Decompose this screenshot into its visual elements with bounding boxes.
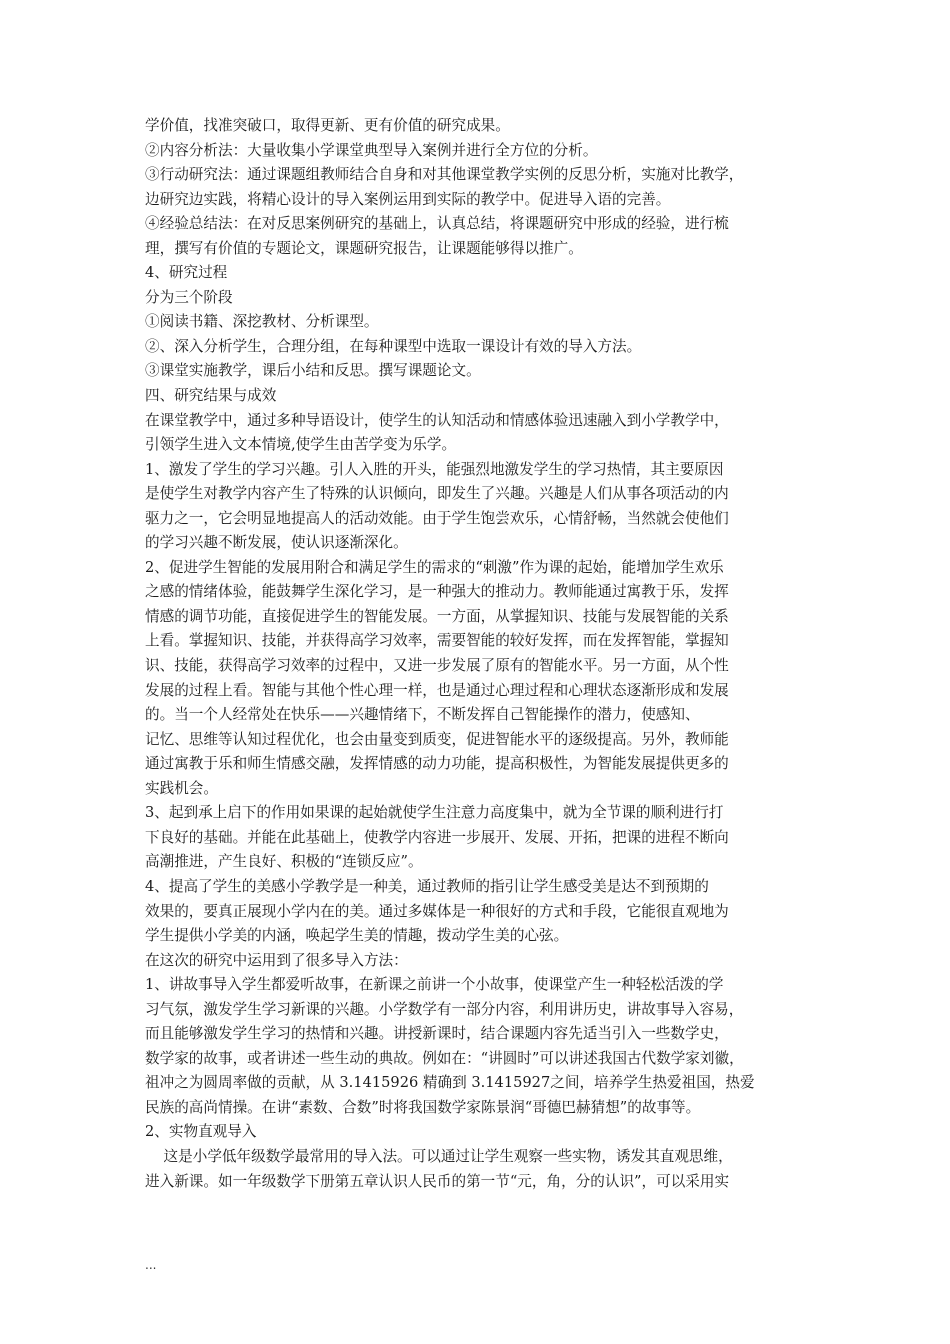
text-line: 驱力之一，它会明显地提高人的活动效能。由于学生饱尝欢乐，心情舒畅，当然就会使他们 xyxy=(145,509,729,527)
text-line: 学生提供小学美的内涵，唤起学生美的情趣，拨动学生美的心弦。 xyxy=(145,927,569,945)
text-line: 2、促进学生智能的发展用附合和满足学生的需求的“刺激”作为课的起始，能增加学生欢乐 xyxy=(145,558,724,576)
text-line: 是使学生对教学内容产生了特殊的认识倾向，即发生了兴趣。兴趣是人们从事各项活动的内 xyxy=(145,485,729,503)
text-line: 3、起到承上启下的作用如果课的起始就使学生注意力高度集中，就为全节课的顺利进行打 xyxy=(145,804,724,822)
text-line: 的学习兴趣不断发展，使认识逐渐深化。 xyxy=(145,534,408,552)
text-line: 理，撰写有价值的专题论文，课题研究报告，让课题能够得以推广。 xyxy=(145,239,583,257)
text-line: 1、讲故事导入学生都爱听故事，在新课之前讲一个小故事，使课堂产生一种轻松活泼的学 xyxy=(145,976,724,994)
text-line: 学价值，找准突破口，取得更新、更有价值的研究成果。 xyxy=(145,117,510,134)
text-line: 数学家的故事，或者讲述一些生动的典故。例如在：“讲圆时”可以讲述我国古代数学家刘徽， xyxy=(145,1049,744,1067)
text-line: 4、提高了学生的美感小学教学是一种美，通过教师的指引让学生感受美是达不到预期的 xyxy=(145,877,709,895)
text-line: 引领学生进入文本情境,使学生由苦学变为乐学。 xyxy=(145,436,457,454)
text-line: 进入新课。如一年级数学下册第五章认识人民币的第一节“元，角，分的认识”，可以采用实 xyxy=(145,1172,730,1190)
page-footer-ellipsis: ... xyxy=(145,1258,157,1272)
text-line: 的。当一个人经常处在快乐——兴趣情绪下，不断发挥自己智能操作的潜力，使感知、 xyxy=(145,706,700,724)
text-line: 在课堂教学中，通过多种导语设计，使学生的认知活动和情感体验迅速融入到小学教学中， xyxy=(145,411,729,429)
text-line: 边研究边实践，将精心设计的导入案例运用到实际的教学中。促进导入语的完善。 xyxy=(145,190,671,208)
text-line: 发展的过程上看。智能与其他个性心理一样，也是通过心理过程和心理状态逐渐形成和发展 xyxy=(145,681,729,699)
text-line: 效果的，要真正展现小学内在的美。通过多媒体是一种很好的方式和手段，它能很直观地为 xyxy=(145,902,729,920)
section-heading: 4、研究过程 xyxy=(145,264,228,282)
text-line: ④经验总结法：在对反思案例研究的基础上，认真总结，将课题研究中形成的经验，进行梳 xyxy=(145,215,729,233)
text-line: 记忆、思维等认知过程优化，也会由量变到质变，促进智能水平的逐级提高。另外，教师能 xyxy=(145,730,729,748)
text-line: 民族的高尚情操。在讲“素数、合数”时将我国数学家陈景润“哥德巴赫猜想”的故事等。 xyxy=(145,1098,701,1116)
section-heading: 2、实物直观导入 xyxy=(145,1123,257,1141)
document-body xyxy=(145,114,845,1194)
text-line: 情感的调节功能，直接促进学生的智能发展。一方面，从掌握知识、技能与发展智能的关系 xyxy=(145,607,729,625)
section-heading: 四、研究结果与成效 xyxy=(145,387,277,405)
text-line: 在这次的研究中运用到了很多导入方法： xyxy=(145,951,408,969)
text-line: 之感的情绪体验，能鼓舞学生深化学习，是一种强大的推动力。教师能通过寓教于乐，发挥 xyxy=(145,583,729,601)
text-line: 通过寓教于乐和师生情感交融，发挥情感的动力功能，提高积极性，为智能发展提供更多的 xyxy=(145,755,729,773)
text-line: 下良好的基础。并能在此基础上，使教学内容进一步展开、发展、开拓，把课的进程不断向 xyxy=(145,828,729,846)
text-line: 而且能够激发学生学习的热情和兴趣。讲授新课时，结合课题内容先适当引入一些数学史， xyxy=(145,1025,729,1043)
text-line: 上看。掌握知识、技能，并获得高学习效率，需要智能的较好发挥，而在发挥智能，掌握知 xyxy=(145,632,729,650)
text-line: 这是小学低年级数学最常用的导入法。可以通过让学生观察一些实物，诱发其直观思维， xyxy=(145,1147,733,1165)
text-line: ②内容分析法：大量收集小学课堂典型导入案例并进行全方位的分析。 xyxy=(145,141,598,159)
text-line: ③行动研究法：通过课题组教师结合自身和对其他课堂教学实例的反思分析，实施对比教学， xyxy=(145,166,744,184)
text-line: 祖冲之为圆周率做的贡献，从 3.1415926 精确到 3.1415927之间，培养学生热爱祖国，热爱 xyxy=(145,1074,755,1092)
text-line: 实践机会。 xyxy=(145,779,218,797)
text-line: 1、激发了学生的学习兴趣。引人入胜的开头，能强烈地激发学生的学习热情，其主要原因 xyxy=(145,460,724,478)
text-line: 识、技能，获得高学习效率的过程中，又进一步发展了原有的智能水平。另一方面，从个性 xyxy=(145,657,729,675)
text-line: 习气氛，激发学生学习新课的兴趣。小学数学有一部分内容，利用讲历史，讲故事导入容易， xyxy=(145,1000,744,1018)
text-line: 分为三个阶段 xyxy=(145,288,233,306)
text-line: ③课堂实施教学，课后小结和反思。撰写课题论文。 xyxy=(145,362,481,380)
text-line: ①阅读书籍、深挖教材、分析课型。 xyxy=(145,313,379,331)
text-line: ②、深入分析学生，合理分组，在每种课型中选取一课设计有效的导入方法。 xyxy=(145,337,642,355)
text-line: 高潮推进，产生良好、积极的“连锁反应”。 xyxy=(145,853,423,871)
